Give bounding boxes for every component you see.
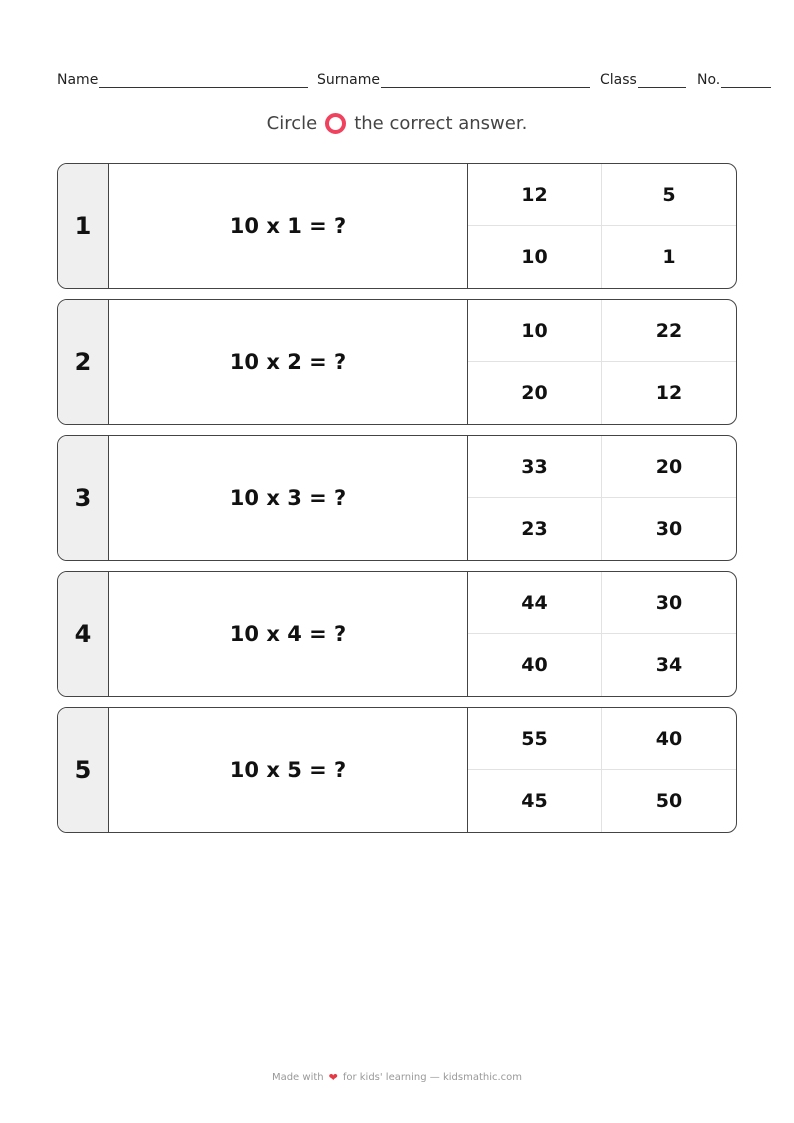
footer-after: for kids' learning — kidsmathic.com: [342, 1072, 523, 1083]
instruction: [0, 113, 794, 134]
question-expression: 10 x 5 = ?: [109, 708, 468, 832]
question-list: [57, 163, 737, 843]
circle-outline-icon: [325, 113, 346, 134]
answer-option[interactable]: 22: [602, 300, 736, 362]
question-expression: 10 x 4 = ?: [109, 572, 468, 696]
name-underline[interactable]: [99, 72, 308, 88]
question-number: 3: [58, 436, 109, 560]
question-expression: 10 x 1 = ?: [109, 164, 468, 288]
answer-option[interactable]: 23: [468, 498, 602, 560]
answer-options: [468, 436, 736, 560]
class-label: Class: [600, 72, 637, 88]
answer-option[interactable]: 30: [602, 572, 736, 634]
instruction-after: the correct answer.: [354, 113, 528, 134]
question-1: [57, 163, 737, 289]
answer-options: [468, 572, 736, 696]
question-3: [57, 435, 737, 561]
answer-option[interactable]: 45: [468, 770, 602, 832]
question-number: 2: [58, 300, 109, 424]
surname-field[interactable]: [317, 68, 590, 88]
answer-option[interactable]: 40: [602, 708, 736, 770]
question-expression: 10 x 3 = ?: [109, 436, 468, 560]
answer-option[interactable]: 1: [662, 246, 676, 268]
answer-option[interactable]: 12: [655, 382, 683, 404]
surname-underline[interactable]: [381, 72, 590, 88]
answer-option[interactable]: 55: [468, 708, 602, 770]
name-field[interactable]: [57, 68, 308, 88]
answer-options: [468, 300, 736, 424]
answer-option[interactable]: 33: [468, 436, 602, 498]
answer-option[interactable]: 50: [655, 790, 683, 812]
answer-option[interactable]: 10: [468, 300, 602, 362]
footer: [0, 1071, 794, 1084]
question-4: [57, 571, 737, 697]
answer-option[interactable]: 40: [468, 634, 602, 696]
class-field[interactable]: [600, 68, 686, 88]
answer-option[interactable]: 5: [602, 164, 736, 226]
answer-option[interactable]: 12: [468, 164, 602, 226]
question-5: [57, 707, 737, 833]
instruction-before: Circle: [266, 113, 318, 134]
question-number: 5: [58, 708, 109, 832]
name-label: Name: [57, 72, 99, 88]
answer-option[interactable]: 44: [468, 572, 602, 634]
footer-before: Made with: [271, 1072, 324, 1083]
heart-icon: ❤: [328, 1071, 338, 1084]
answer-option[interactable]: 34: [655, 654, 683, 676]
question-number: 4: [58, 572, 109, 696]
student-info-line: [57, 68, 773, 88]
number-underline[interactable]: [721, 72, 771, 88]
answer-option[interactable]: 20: [468, 362, 602, 424]
question-number: 1: [58, 164, 109, 288]
question-expression: 10 x 2 = ?: [109, 300, 468, 424]
surname-label: Surname: [317, 72, 380, 88]
class-underline[interactable]: [638, 72, 686, 88]
question-2: [57, 299, 737, 425]
number-label: No.: [697, 72, 721, 88]
answer-option[interactable]: 10: [468, 226, 602, 288]
answer-options: [468, 708, 736, 832]
answer-option[interactable]: 20: [602, 436, 736, 498]
number-field[interactable]: [697, 68, 771, 88]
answer-option[interactable]: 30: [655, 518, 683, 540]
answer-options: [468, 164, 736, 288]
